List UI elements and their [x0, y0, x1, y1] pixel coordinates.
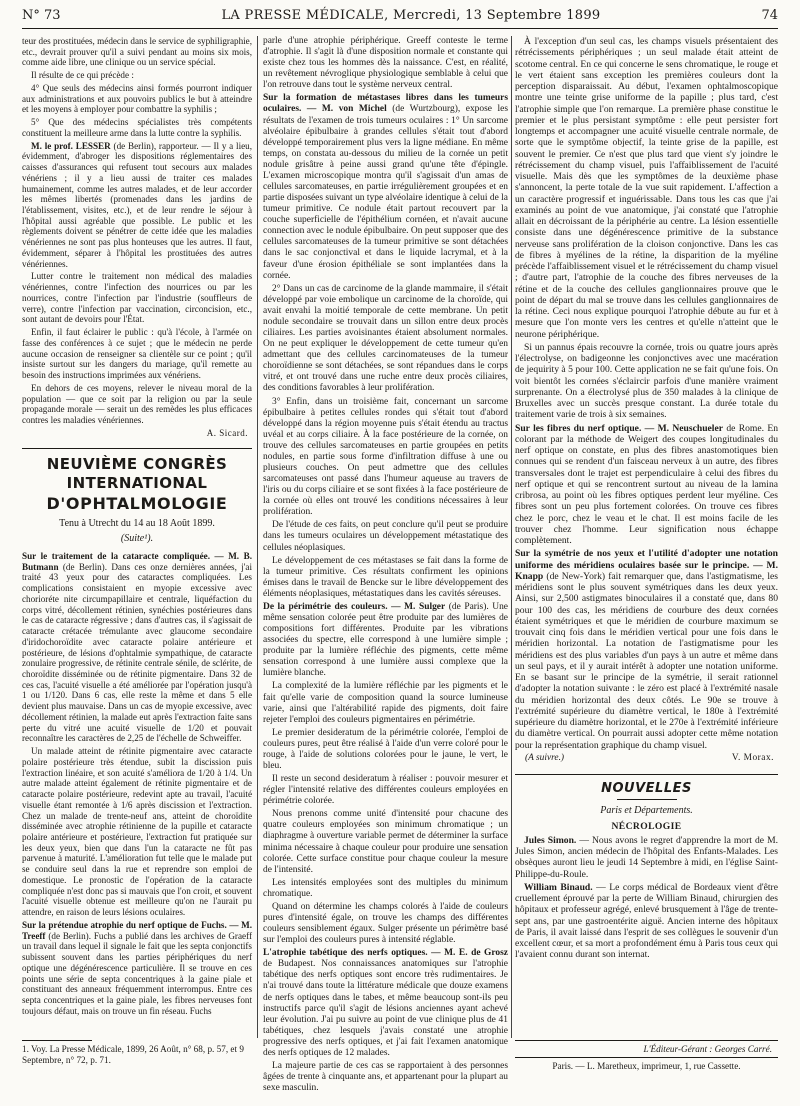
column-rule [511, 36, 512, 1038]
section-title: L'atrophie tabétique des nerfs optiques. [263, 948, 428, 959]
divider [617, 799, 677, 800]
paragraph: Enfin, il faut éclairer le public : qu'à l'école, à l'armée on fasse des conférences à ce sujet ; que le médecin ne perde aucune occasion de renseigner sa clientèle sur ce point ; qu'il insiste surtout sur les dangers du mariage, qu'il remette au besoin des instructions imprimées aux vénériens. [22, 327, 252, 381]
author: — M. Sulger [387, 601, 446, 612]
divider [22, 1040, 92, 1041]
article-atrophie-tabetique: L'atrophie tabétique des nerfs optiques. — M. E. de Grosz de Budapest. Nos connaissances anatomiques sur l'atrophie tabétique des nerfs optiques sont encore très rudimentaires. Je n'ai trouvé dans toute la littérature médicale que douze examens de nerfs optiques dans le tabes, et même beaucoup sont-ils peu instructifs parce qu'il s'agit de lésions anciennes ayant achevé leur évolution. J'ai pu suivre au point de vue clinique plus de 41 tabétiques, chez lesquels j'avais constaté une atrophie progressive des nerfs optiques, et j'ai fait l'examen anatomique des nerfs optiques de 12 malades. [263, 948, 508, 1058]
section-title: Sur les fibres du nerf optique. [515, 422, 642, 434]
lesser-paragraph: M. le prof. LESSER (de Berlin), rapporteur. — Il y a lieu, évidemment, d'abroger les dispositions réglementaires des caisses d'assurances qui refusent tout secours aux malades vénériens ; il y a lieu aussi de traiter ces malades humainement, comme les autres malades, et de leur accorder les mêmes libertés (promenades dans les jardins de l'établissement, visites, etc.), et de leur rendre le séjour à l'hôpital aussi agréable que possible. Le public et les règlements doivent se pénétrer de cette idée que les maladies vénériennes ne sont pas plus honteuses que les autres. Il faut, évidemment, séparer à l'hôpital les prostituées des autres vénériennes. [22, 140, 252, 269]
section-title: Sur la formation de métastases libres dans les tumeurs oculaires. [263, 93, 508, 115]
paragraph: Nous prenons comme unité d'intensité pour chacune des quatre couleurs employées son minimum chromatique ; un diaphragme à ouverture variable permet de déterminer la surface minima nécessaire à chaque couleur pour produire une sensation colorée. Cette surface constitue pour chaque couleur la mesure de l'intensité. [263, 809, 508, 875]
author: — M. E. de Grosz [427, 948, 508, 959]
column-1 [22, 36, 252, 1018]
paragraph: La complexité de la lumière réfléchie par les pigments et le fait qu'elle varie de composition quand la source lumineuse varie, ainsi que l'altérabilité rapide des pigments, doit faire rejeter l'emploi des couleurs pigmentaires en périmétrie. [263, 681, 508, 725]
section-title: Sur la prétendue atrophie du nerf optique de Fuchs. [22, 919, 227, 930]
page-number: 74 [761, 7, 778, 23]
paragraph: 3° Enfin, dans un troisième fait, concernant un sarcome épibulbaire à petites cellules rondes qui s'était tout d'abord développé dans la région moyenne puis s'était étendu au tractus uvéal et au corps ciliaire. À la face postérieure de la cornée, on trouve des cellules sarcomateuses en partie groupées en petits nodules, en partie sous forme d'infiltration diffuse à une ou plusieurs couches. On peut admettre que des cellules sarcomateuses ont passé dans l'humeur aqueuse au travers de l'iris ou du corps ciliaire et se sont fixées à la face postérieure de la cornée où elles ont trouvé les conditions nécessaires à leur prolifération. [263, 396, 508, 518]
author: — M. Treeff [22, 919, 252, 941]
article-cataracte: Sur le traitement de la cataracte compliquée. — M. B. Butmann (de Berlin). Dans ces onze dernières années, j'ai traité 43 yeux pour des cataractes compliquées. Les complications consistaient en myopie excessive avec chorioréte nite circumpapillaire et centrale, liquéfaction du corps vitré, décollement rétinien, synéchies postérieures dans le cas de cataracte régressive ; dans d'autres cas, il s'agissait de cataracte crétacée trémulante avec glaucome secondaire d'iridochoroïdite avec cataracte polaire antérieure et postérieure, de lésions d'ophtalmie sympathique, de cataracte zonulaire progressive, de rétinite centrale sénile, de sclérite, de choroïdite disséminée ou de rétinite pigmentaire. Dans 32 de ces cas, l'acuité visuelle a été améliorée par l'opération jusqu'à 1 ou 1/120. Dans 6 cas, elle reste la même et dans 5 elle devient plus mauvaise. Dans un cas de myopie excessive, avec décollement rétinien, la malade eut après l'extraction faite sans perte du vitré une acuité visuelle de 1/20 et pouvait reconnaître les caractères de 2,25 de l'échelle de Schweiffer. [22, 550, 252, 744]
paragraph: De l'étude de ces faits, on peut conclure qu'il peut se produire dans les tumeurs oculaires un développement métastatique des cellules néoplasiques. [263, 520, 508, 553]
paragraph: Un malade atteint de rétinite pigmentaire avec cataracte polaire postérieure très étendue, subit la discission puis l'extraction linéaire, et son acuité s'améliora de 1/20 à 1/4. Un autre malade atteint également de rétinite pigmentaire et de cataracte polaire postérieure, redevint apte au travail, l'acuité visuelle étant remontée à 1/6 après discission et l'extraction. Chez un malade de trente-neuf ans, atteint de choroïdite disséminée avec atrophie rétinienne de la pupille et cataracte polaire antérieure et postérieure, l'extraction fut pratiquée sur les deux yeux, bien que dans l'un la cataracte ne fût pas parvenue à maturité. L'amélioration fut telle que le malade put se conduire seul dans la rue et reprendre son emploi de domestique. Le pronostic de l'opération de la cataracte compliquée n'est donc pas si mauvais que l'on croit, et souvent l'acuité visuelle obtenue est meilleure qu'on ne l'aurait pu attendre, en raison de leurs lésions oculaires. [22, 746, 252, 918]
printer-line: Paris. — L. Maretheux, imprimeur, 1, rue Cassette. [552, 1061, 741, 1071]
paragraph: Il résulte de ce qui précède : [31, 70, 134, 81]
paragraph: 4° Que seuls des médecins ainsi formés pourront indiquer aux administrations et aux pouvoirs publics le but à atteindre et les moyens à employer pour combattre la syphilis ; [22, 82, 252, 115]
paragraph: Le premier desideratum de la périmétrie colorée, l'emploi de couleurs pures, peut être réalisé à l'aide d'un verre coloré pour le rouge, à l'aide de solutions colorées pour le jaune, le vert, le bleu. [263, 727, 508, 771]
column-rule [257, 36, 258, 1038]
editor-gerant: L'Éditeur-Gérant : Georges Carré. [643, 1044, 772, 1054]
column-3 [515, 36, 778, 963]
paragraph: Les intensités employées sont des multiples du minimum chromatique. [263, 877, 508, 899]
paragraph: Lutter contre le traitement non médical des maladies vénériennes, contre l'infection des nourrices ou par les nourrices, contre l'infection par l'industrie (souffleurs de verre), contre l'infection par vaccination, circoncision, etc., sont autant de devoirs pour l'État. [22, 271, 252, 325]
imprint [515, 1040, 778, 1071]
article-metastases: Sur la formation de métastases libres dans les tumeurs oculaires. — M. von Michel (de Wurtzbourg), expose les résultats de l'examen de trois tumeurs oculaires : 1° Un sarcome alvéolaire épibulbaire à grandes cellules s'était tout d'abord développé temporairement plus vers la ligne médiane. En même temps, on constata au-dessous du milieu de la cornée un petit nodule grisâtre à peine aussi grand qu'une tête d'épingle. L'examen microscopique montra qu'il s'agissait d'un amas de cellules sarcomateuses, en partie irrégulièrement groupées et en partie disposées suivant un type alvéolaire identique à celui de la tumeur primitive. Ce nodule était partout recouvert par la couche superficielle de l'épithélium cornéen, et n'avait aucune connection avec le nodule épibulbaire. On peut supposer que des cellules sarcomateuses de la tumeur primitive se sont détachées dans le sac conjonctival et dans le liquide lacrymal, et à la faveur d'une érosion épithéliale se sont implantées dans la cornée. [263, 93, 508, 281]
section-title: De la périmétrie des couleurs. [263, 601, 388, 612]
article-symetrie: Sur la symétrie de nos yeux et l'utilité d'adopter une notation uniforme des méridiens oculaires basée sur le principe. — M. Knapp (de New-York) fait remarquer que, dans l'astigmatisme, les méridiens sont le plus souvent symétriques dans les deux yeux. Ainsi, sur 2,500 astigmates binoculaires il a constaté que, dans 80 pour 100 des cas, les méridiens de courbure des deux cornées étaient symétriques et que le méridien de courbure maximum se trouvait cinq fois dans le méridien vertical pour une fois dans le méridien horizontal. La notation de l'astigmatisme pour les méridiens est des plus variables d'un pays à un autre et même dans un seul pays, et il y aurait intérêt à adopter une notation uniforme. En se basant sur le principe de la symétrie, il serait rationnel d'adopter la notation suivante : le zéro est placé à l'extrémité nasale du méridien horizontal des deux côtés. Le 90e se trouve à l'extrémité supérieure du diamètre vertical, le 180e à l'extrémité supérieure du diamètre horizontal, et le 270e à l'extrémité inférieure du diamètre vertical. On pourrait aussi adopter cette même notation pour la représentation graphique du champ visuel. [515, 548, 778, 751]
footnote-text: 1. Voy. La Presse Médicale, 1899, 26 Août, n° 68, p. 57, et 9 Septembre, n° 72, p. 71. [22, 1044, 244, 1065]
necrologie-heading: NÉCROLOGIE [611, 820, 682, 832]
section-title: Sur le traitement de la cataracte compliquée. [22, 550, 210, 561]
page-header [22, 2, 778, 29]
author: — M. B. Butmann [22, 550, 252, 572]
news-subtitle: Paris et Départements. [600, 805, 693, 817]
paragraph: Si un pannus épais recouvre la cornée, trois ou quatre jours après l'électrolyse, on badigeonne les conjonctives avec une macération de jequirity à 5 pour 100. Cette application ne se fait qu'une fois. On voit bientôt les cornées s'éclaircir parfois d'une manière vraiment surprenante. On a électrolysé plus de 350 malades à la clinique de Bruxelles avec un succès presque constant. La durée totale du traitement varie de trois à six semaines. [515, 341, 778, 421]
speaker-name: M. le prof. LESSER [31, 140, 111, 151]
issue-number: N° 73 [22, 7, 61, 23]
article-fibres-nerf-optique: Sur les fibres du nerf optique. — M. Neuschueler de Rome. En colorant par la méthode de Weigert des coupes longitudinales du nerf optique on constate, en plus des fibres anastomotiques bien connues qui se rendent d'un faisceau nerveux à un autre, des fibres transversales dont le trajet est perpendiculaire à celui des fibres du nerf optique et qui se rencontrent surtout au niveau de la lamina cribrosa, au point où les fibres optiques perdent leur myéline. Ces fibres sont un peu plus fortement colorées. On trouve ces fibres chez le porc, chez le veau et le chat. Il est moins facile de les trouver chez l'homme. Leur signification nous échappe complètement. [515, 422, 778, 546]
to-be-continued: (A suivre.) [525, 752, 565, 763]
obituary-binaud: William Binaud. — Le corps médical de Bordeaux vient d'être cruellement éprouvé par la perte de William Binaud, chirurgien des hôpitaux et professeur agrégé, enlevé brusquement à l'âge de trente-sept ans, par une gastroentérite aiguë. Ancien interne des hôpitaux de Paris, il avait laissé dans l'esprit de ses collègues le souvenir d'un excellent cœur, et sa mort a profondément ému à Paris tous ceux qui l'avaient connu durant son internat. [515, 881, 778, 961]
section-title: Sur la symétrie de nos yeux et l'utilité d'adopter une notation uniforme des méridiens oculaires basée sur le principe. [515, 548, 778, 571]
journal-title: LA PRESSE MÉDICALE, Mercredi, 13 Septembre 1899 [221, 7, 601, 23]
article-atrophie-fuchs: Sur la prétendue atrophie du nerf optique de Fuchs. — M. Treeff (de Berlin). Fuchs a publié dans les archives de Graeff un travail dans lequel il signale le fait que les septa conjonctifs subissent souvent dans les parties périphériques du nerf optique une dégénérescence particulière. Il se trouve en ces points une série de septa concentriques à la gaine piale et constituant des anneaux fréquemment interrompus. Entre ces septa concentriques et la gaine piale, les fibres nerveuses font toujours défaut, mais on trouve un fin réseau. Fuchs [22, 919, 252, 1016]
paragraph: À l'exception d'un seul cas, les champs visuels présentaient des rétrécissements périphériques ; un seul malade était atteint de scotome central. En ce qui concerne le sens chromatique, le rouge et le vert étaient sans exception les premières couleurs dont la perception disparaissait. Au début, l'examen ophtalmoscopique montre une teinte grise uniforme de la papille ; plus tard, c'est l'atrophie simple que l'on remarque. La première phase constitue le premier et le plus persistant symptôme : elle peut persister fort longtemps et accompagner une acuité visuelle centrale normale, de sorte que le symptôme objectif, la teinte grise de la papille, est souvent le premier. Ce n'est que plus tard que vient s'y joindre le rétrécissement du champ visuel, puis l'affaiblissement de l'acuité visuelle. Mais dès que les symptômes de la deuxième phase s'annoncent, la perte totale de la vue suit rapidement. L'affection a un caractère progressif et inguérissable. Dans tous les cas que j'ai examinés au point de vue anatomique, j'ai constaté que l'atrophie allait en décroissant de la périphérie au centre. La lésion essentielle consiste dans une dégénérescence primitive de la substance nerveuse sans prolifération de la cloison conjonctive. Dans les cas de fibres à myélines de la rétine, la disparition de la myéline précède l'affaiblissement visuel et le rétrécissement du champ visuel ; d'autre part, l'atrophie de la couche des fibres nerveuses de la rétine et de la couche des cellules ganglionnaires prouve que le point de départ du mal se trouve dans les cellules ganglionnaires de la rétine. Ceci nous explique pourquoi l'atrophie débute au fur et à mesure que l'on monte vers les centres et qu'elle n'atteint que le neurone périphérique. [515, 36, 778, 340]
paragraph: teur des prostituées, médecin dans le service de syphiligraphie, etc., devrait prouver qu'il a suivi pendant au moins six mois, comme aide libre, une clinique ou un service spécial. [22, 36, 252, 68]
obituary-simon: Jules Simon. — Nous avons le regret d'apprendre la mort de M. Jules Simon, ancien médecin de l'hôpital des Enfants-Malades. Les obsèques auront lieu le jeudi 14 Septembre à midi, en l'église Saint-Philippe-du-Roule. [515, 834, 778, 880]
congress-heading [22, 448, 252, 544]
footnote [22, 1040, 252, 1066]
divider [22, 448, 252, 449]
paragraph: 5° Que des médecins spécialistes très compétents constituent la meilleure arme dans la lutte contre la syphilis. [22, 117, 252, 138]
author: — M. von Michel [301, 104, 387, 115]
divider [515, 1057, 778, 1058]
congress-suite: (Suite¹). [120, 533, 154, 545]
article-perimetrie: De la périmétrie des couleurs. — M. Sulger (de Paris). Une même sensation colorée peut être produite par des lumières de compositions fort différentes. Produite par les vibrations associées du spectre, elle correspond à une lumière simple ; produite par la lumière réfléchie des pigments, cette même sensation correspond à une lumière aussi complexe que la lumière blanche. [263, 601, 508, 679]
paragraph: Quand on détermine les champs colorés à l'aide de couleurs pures d'intensité égale, on trouve les champs des différentes couleurs sensiblement égaux. Sulger présente un périmètre basé sur l'emploi des couleurs pures à intensité réglable. [263, 901, 508, 946]
news-title: NOUVELLES [601, 781, 692, 796]
deceased-name: William Binaud. [524, 881, 593, 893]
paragraph: En dehors de ces moyens, relever le niveau moral de la population — que ce soit par la religion ou par la seule propagande morale — serait un des remèdes les plus efficaces contres les maladies vénériennes. [22, 382, 252, 425]
congress-title-line-1: NEUVIÈME CONGRÈS INTERNATIONAL [46, 455, 228, 493]
paragraph: 2° Dans un cas de carcinome de la glande mammaire, il s'était développé par voie embolique un carcinome de la choroïde, qui avait envahi la moitié temporale de cette membrane. Un petit nodule secondaire se trouvait dans un sillon entre deux procès ciliaires. Les parties avoisinantes étaient absolument normales. On ne peut expliquer le développement de cette tumeur qu'en admettant que des cellules carcinomateuses de la tumeur choroïdienne se sont détachées, se sont répandues dans le corps vitré, et ont trouvé dans une ruche entre deux procès ciliaires, des conditions favorables à leur prolifération. [263, 283, 508, 394]
author: — M. Knapp [515, 559, 778, 582]
divider [515, 774, 778, 775]
column-2 [263, 36, 508, 1096]
congress-title-line-2: D'OPHTALMOLOGIE [46, 494, 228, 514]
paragraph: La majeure partie de ces cas se rapportaient à des personnes âgées de trente à cinquante ans, et appartenant pour la plupart au sexe masculin. [263, 1061, 508, 1094]
signature: V. Morax. [731, 752, 774, 763]
signature: A. Sicard. [206, 427, 248, 438]
paragraph: parle d'une atrophie périphérique. Greeff conteste le terme d'atrophie. Il s'agit là d'une disposition normale et constante qui existe chez tous les hommes dès la naissance. C'est, en réalité, un revêtement névroglique physiologique semblable à celui que l'on retrouve dans tout le système nerveux central. [263, 36, 508, 91]
deceased-name: Jules Simon. [524, 834, 577, 846]
news-heading [515, 774, 778, 817]
author: — M. Neuschueler [641, 422, 723, 434]
congress-subtitle: Tenu à Utrecht du 14 au 18 Août 1899. [59, 518, 215, 530]
paragraph: Le développement de ces métastases se fait dans la forme de la tumeur primitive. Ces résultats confirment les opinions émises dans le travail de Bencke sur le libre développement des éléments néoplasiques, métastatiques dans les cavités séreuses. [263, 555, 508, 599]
divider [515, 1040, 778, 1041]
signature-row [525, 753, 774, 764]
paragraph: Il reste un second desideratum à réaliser : pouvoir mesurer et régler l'intensité relative des différentes couleurs employées en périmétrie colorée. [263, 774, 508, 807]
